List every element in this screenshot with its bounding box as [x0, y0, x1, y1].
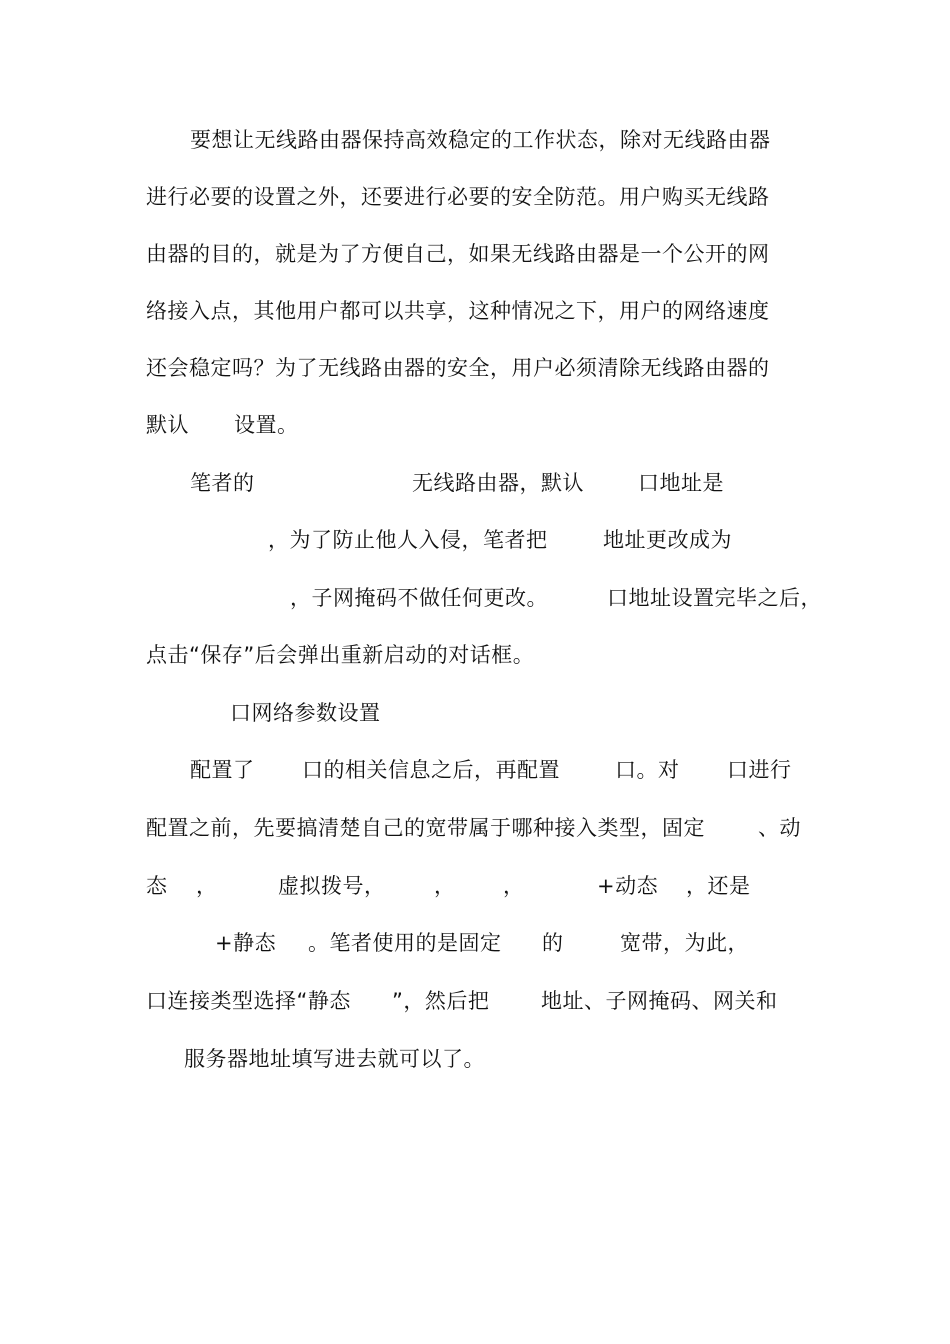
text-segment: 宽带，为此，	[620, 931, 749, 955]
text-segment: 点击“保存”后会弹出重新启动的对话框。	[146, 643, 535, 667]
paragraph-line	[0, 986, 778, 1016]
section-heading	[0, 698, 381, 728]
paragraph-line	[0, 583, 822, 613]
text-segment: 默认	[146, 413, 189, 437]
text-segment: 口连接类型选择“静态	[146, 989, 351, 1013]
text-segment: ，	[196, 874, 218, 898]
paragraph-line	[0, 755, 792, 785]
paragraph-line	[0, 1044, 485, 1074]
paragraph-line	[0, 296, 770, 326]
text-segment: 口地址是	[638, 471, 724, 495]
text-segment: 设置。	[234, 413, 299, 437]
text-segment: ，	[434, 874, 456, 898]
text-segment: 态	[146, 874, 168, 898]
text-segment: 无线路由器，默认	[412, 471, 584, 495]
text-segment: ，为了防止他人入侵，笔者把	[268, 528, 548, 552]
text-segment: 进行必要的设置之外，还要进行必要的安全防范。用户购买无线路	[146, 185, 770, 209]
text-segment: 虚拟拨号，	[278, 874, 386, 898]
text-segment: 络接入点，其他用户都可以共享，这种情况之下，用户的网络速度	[146, 299, 770, 323]
paragraph-line	[0, 640, 535, 670]
text-segment: ，子网掩码不做任何更改。	[290, 586, 548, 610]
text-segment: ，还是	[686, 874, 751, 898]
text-segment: 口的相关信息之后，再配置	[302, 758, 560, 782]
paragraph-line	[0, 928, 749, 958]
text-segment: +静态	[215, 931, 277, 955]
paragraph-line	[0, 239, 770, 269]
paragraph-line	[0, 468, 724, 498]
text-segment: 服务器地址填写进去就可以了。	[184, 1047, 485, 1071]
text-segment: 、动	[758, 816, 801, 840]
text-segment: 地址更改成为	[603, 528, 732, 552]
text-segment: 配置之前，先要搞清楚自己的宽带属于哪种接入类型，固定	[146, 816, 705, 840]
paragraph-line	[0, 353, 770, 383]
text-segment: +动态	[597, 874, 659, 898]
text-segment: 口网络参数设置	[230, 701, 381, 725]
paragraph-line	[0, 410, 299, 440]
text-segment: 要想让无线路由器保持高效稳定的工作状态，除对无线路由器	[190, 128, 771, 152]
text-segment: 口。对	[615, 758, 680, 782]
text-segment: 。笔者使用的是固定	[308, 931, 502, 955]
text-segment: 的	[542, 931, 564, 955]
text-segment: 笔者的	[190, 471, 255, 495]
text-segment: ”，然后把	[392, 989, 490, 1013]
text-segment: 还会稳定吗？为了无线路由器的安全，用户必须清除无线路由器的	[146, 356, 770, 380]
paragraph-line	[0, 125, 771, 155]
text-segment: ，	[503, 874, 525, 898]
text-segment: 地址、子网掩码、网关和	[541, 989, 778, 1013]
text-segment: 口进行	[727, 758, 792, 782]
paragraph-line	[0, 182, 770, 212]
paragraph-line	[0, 813, 801, 843]
paragraph-line	[0, 525, 732, 555]
text-segment: 口地址设置完毕之后，	[607, 586, 822, 610]
text-segment: 由器的目的，就是为了方便自己，如果无线路由器是一个公开的网	[146, 242, 770, 266]
paragraph-line	[0, 871, 751, 901]
text-segment: 配置了	[190, 758, 255, 782]
